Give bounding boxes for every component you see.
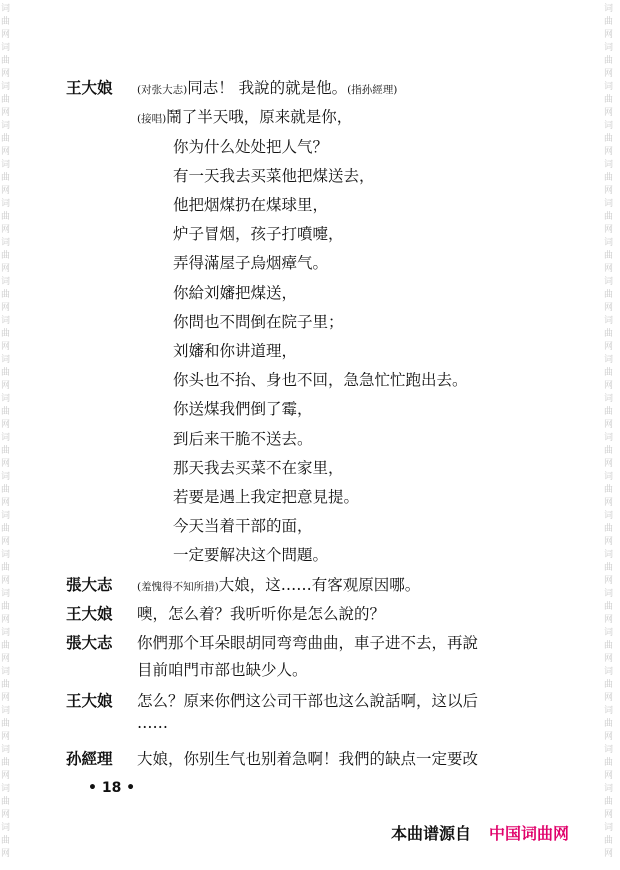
watermark-glyph: 网 [604, 381, 614, 391]
watermark-glyph: 词 [604, 355, 614, 365]
watermark-glyph: 词 [1, 433, 11, 443]
watermark-glyph: 网 [604, 771, 614, 781]
watermark-glyph: 曲 [1, 251, 11, 261]
watermark-glyph: 曲 [604, 212, 614, 222]
watermark-glyph: 网 [1, 108, 11, 118]
watermark-glyph: 词 [604, 121, 614, 131]
watermark-glyph: 曲 [1, 485, 11, 495]
watermark-glyph: 网 [1, 225, 11, 235]
lyric-line: 你头也不抬、身也不回，急急忙忙跑出去。 [173, 371, 468, 389]
speaker-name: 孙經理 [66, 749, 113, 768]
watermark-glyph: 网 [604, 693, 614, 703]
watermark-glyph: 曲 [604, 251, 614, 261]
watermark-glyph: 网 [1, 693, 11, 703]
watermark-glyph: 词 [1, 706, 11, 716]
watermark-glyph: 网 [604, 342, 614, 352]
speech-text: 噢，怎么着？我听听你是怎么說的？ [137, 605, 386, 623]
watermark-glyph: 词 [1, 160, 11, 170]
lyric-line: 他把烟煤扔在煤球里， [173, 196, 329, 214]
stage-direction: (羞愧得不知所措) [137, 581, 219, 593]
watermark-glyph: 网 [604, 108, 614, 118]
watermark-glyph: 曲 [1, 563, 11, 573]
speech-text: …… [137, 714, 168, 732]
watermark-glyph: 词 [1, 394, 11, 404]
watermark-glyph: 曲 [604, 602, 614, 612]
watermark-glyph: 网 [604, 810, 614, 820]
watermark-glyph: 网 [1, 576, 11, 586]
watermark-glyph: 词 [604, 589, 614, 599]
watermark-glyph: 词 [1, 745, 11, 755]
speaker-name: 王大娘 [66, 691, 113, 710]
speech-text: 大娘，这……有客观原因哪。 [218, 576, 421, 594]
watermark-glyph: 曲 [1, 17, 11, 27]
lyric-line: 你給刘嬸把煤送， [173, 284, 298, 302]
watermark-glyph: 词 [604, 823, 614, 833]
watermark-glyph: 词 [604, 316, 614, 326]
watermark-glyph: 曲 [604, 524, 614, 534]
watermark-glyph: 曲 [604, 56, 614, 66]
watermark-glyph: 网 [1, 654, 11, 664]
lyric-line: 若要是遇上我定把意見提。 [173, 488, 360, 506]
watermark-glyph: 网 [604, 849, 614, 859]
source-label: 本曲谱源自 [391, 824, 472, 843]
watermark-glyph: 网 [1, 732, 11, 742]
watermark-glyph: 网 [1, 186, 11, 196]
watermark-glyph: 网 [1, 147, 11, 157]
watermark-glyph: 词 [604, 277, 614, 287]
watermark-glyph: 网 [1, 771, 11, 781]
watermark-glyph: 网 [604, 537, 614, 547]
watermark-glyph: 网 [1, 615, 11, 625]
watermark-glyph: 曲 [604, 446, 614, 456]
watermark-glyph: 网 [604, 459, 614, 469]
watermark-glyph: 网 [604, 420, 614, 430]
watermark-glyph: 曲 [1, 95, 11, 105]
watermark-glyph: 词 [1, 823, 11, 833]
source-footer [391, 821, 569, 844]
watermark-glyph: 词 [604, 550, 614, 560]
watermark-glyph: 曲 [1, 173, 11, 183]
watermark-glyph: 曲 [1, 407, 11, 417]
watermark-glyph: 曲 [1, 797, 11, 807]
watermark-glyph: 网 [1, 810, 11, 820]
watermark-glyph: 曲 [604, 758, 614, 768]
watermark-glyph: 曲 [604, 173, 614, 183]
lyric-line: 那天我去买菜不在家里， [173, 459, 344, 477]
watermark-glyph: 曲 [1, 836, 11, 846]
watermark-glyph: 网 [1, 459, 11, 469]
watermark-glyph: 曲 [1, 719, 11, 729]
watermark-glyph: 词 [1, 199, 11, 209]
watermark-glyph: 网 [604, 69, 614, 79]
watermark-glyph: 曲 [1, 641, 11, 651]
watermark-glyph: 词 [604, 433, 614, 443]
lyric-line: 你送煤我們倒了霉， [173, 400, 313, 418]
watermark-glyph: 词 [604, 706, 614, 716]
speaker-name: 張大志 [66, 633, 113, 652]
watermark-glyph: 词 [604, 82, 614, 92]
watermark-glyph: 网 [604, 147, 614, 157]
lyric-line: 刘嬸和你讲道理， [173, 342, 298, 360]
watermark-glyph: 曲 [604, 17, 614, 27]
watermark-glyph: 词 [604, 160, 614, 170]
watermark-glyph: 词 [1, 277, 11, 287]
watermark-glyph: 词 [604, 628, 614, 638]
speaker-name: 王大娘 [66, 604, 113, 623]
watermark-glyph: 词 [1, 550, 11, 560]
watermark-glyph: 词 [1, 82, 11, 92]
watermark-glyph: 曲 [604, 680, 614, 690]
speaker-name: 張大志 [66, 575, 113, 594]
watermark-glyph: 词 [604, 784, 614, 794]
speech-text: 鬧了半天哦，原来就是你， [166, 108, 353, 126]
lyric-line: 到后来干脆不送去。 [173, 430, 313, 448]
watermark-glyph: 词 [1, 589, 11, 599]
watermark-glyph: 网 [1, 420, 11, 430]
watermark-glyph: 网 [604, 225, 614, 235]
watermark-glyph: 网 [604, 732, 614, 742]
watermark-glyph: 词 [604, 511, 614, 521]
watermark-glyph: 曲 [1, 56, 11, 66]
watermark-glyph: 词 [1, 316, 11, 326]
watermark-glyph: 网 [1, 498, 11, 508]
watermark-glyph: 曲 [1, 368, 11, 378]
watermark-glyph: 词 [604, 745, 614, 755]
watermark-glyph: 曲 [604, 485, 614, 495]
watermark-glyph: 曲 [1, 290, 11, 300]
watermark-glyph: 词 [1, 43, 11, 53]
watermark-glyph: 网 [1, 264, 11, 274]
watermark-glyph: 词 [1, 667, 11, 677]
watermark-glyph: 曲 [1, 524, 11, 534]
speech-line [137, 573, 420, 595]
brand-link[interactable]: 中国词曲网 [489, 824, 570, 843]
speech-line [137, 76, 397, 98]
watermark-glyph: 网 [604, 186, 614, 196]
watermark-glyph: 词 [1, 4, 11, 14]
watermark-glyph: 网 [604, 303, 614, 313]
stage-direction: (对张大志) [137, 84, 188, 96]
watermark-glyph: 网 [1, 69, 11, 79]
watermark-glyph: 曲 [1, 602, 11, 612]
watermark-glyph: 曲 [1, 134, 11, 144]
watermark-glyph: 网 [1, 381, 11, 391]
watermark-glyph: 曲 [1, 212, 11, 222]
watermark-glyph: 词 [1, 784, 11, 794]
watermark-glyph: 曲 [1, 758, 11, 768]
speech-text: 目前咱門市部也缺少人。 [137, 661, 308, 679]
watermark-glyph: 词 [1, 238, 11, 248]
watermark-glyph: 网 [604, 264, 614, 274]
speaker-name: 王大娘 [66, 78, 113, 97]
watermark-glyph: 网 [604, 654, 614, 664]
watermark-glyph: 网 [1, 303, 11, 313]
lyric-line: 你問也不問倒在院子里； [173, 313, 344, 331]
watermark-glyph: 词 [1, 628, 11, 638]
lyric-line: 炉子冒烟，孩子打噴嚏， [173, 225, 344, 243]
watermark-glyph: 词 [604, 199, 614, 209]
watermark-glyph: 网 [1, 849, 11, 859]
lyric-line: 一定要解决这个問題。 [173, 546, 329, 564]
watermark-glyph: 曲 [604, 368, 614, 378]
watermark-glyph: 词 [604, 43, 614, 53]
watermark-column-right [603, 0, 619, 870]
lyric-line: 有一天我去买菜他把煤送去， [173, 167, 375, 185]
watermark-glyph: 网 [1, 30, 11, 40]
speech-text: 大娘，你别生气也别着急啊！我們的缺点一定要改 [137, 750, 479, 768]
watermark-glyph: 曲 [604, 797, 614, 807]
speech-text: 同志！ 我說的就是他。 [187, 79, 348, 97]
lyric-line: 弄得滿屋子烏烟瘴气。 [173, 254, 329, 272]
watermark-glyph: 网 [604, 576, 614, 586]
watermark-glyph: 词 [1, 355, 11, 365]
watermark-glyph: 曲 [604, 407, 614, 417]
stage-direction: (指孙經理) [347, 84, 398, 96]
stage-direction: (接唱) [137, 113, 167, 125]
page-number: • 18 • [88, 780, 136, 796]
watermark-glyph: 曲 [604, 95, 614, 105]
watermark-glyph: 曲 [1, 680, 11, 690]
watermark-glyph: 网 [1, 342, 11, 352]
speech-text: 怎么？原来你們这公司干部也这么說話啊，这以后 [137, 692, 479, 710]
watermark-glyph: 词 [1, 472, 11, 482]
watermark-glyph: 网 [604, 615, 614, 625]
watermark-glyph: 曲 [604, 836, 614, 846]
watermark-glyph: 曲 [1, 446, 11, 456]
watermark-glyph: 网 [604, 498, 614, 508]
watermark-glyph: 词 [604, 472, 614, 482]
watermark-glyph: 网 [604, 30, 614, 40]
watermark-glyph: 曲 [604, 719, 614, 729]
watermark-glyph: 曲 [604, 134, 614, 144]
watermark-glyph: 词 [1, 121, 11, 131]
watermark-glyph: 曲 [1, 329, 11, 339]
watermark-glyph: 曲 [604, 641, 614, 651]
watermark-glyph: 词 [604, 4, 614, 14]
lyric-line: 你为什么处处把人气？ [173, 138, 329, 156]
watermark-glyph: 词 [604, 667, 614, 677]
watermark-column-left [0, 0, 16, 870]
speech-line [137, 105, 352, 127]
watermark-glyph: 词 [1, 511, 11, 521]
watermark-glyph: 曲 [604, 563, 614, 573]
watermark-glyph: 词 [604, 238, 614, 248]
watermark-glyph: 词 [604, 394, 614, 404]
watermark-glyph: 曲 [604, 290, 614, 300]
watermark-glyph: 网 [1, 537, 11, 547]
watermark-glyph: 曲 [604, 329, 614, 339]
speech-text: 你們那个耳朵眼胡同弯弯曲曲，車子进不去，再說 [137, 634, 479, 652]
lyric-line: 今天当着干部的面， [173, 517, 313, 535]
